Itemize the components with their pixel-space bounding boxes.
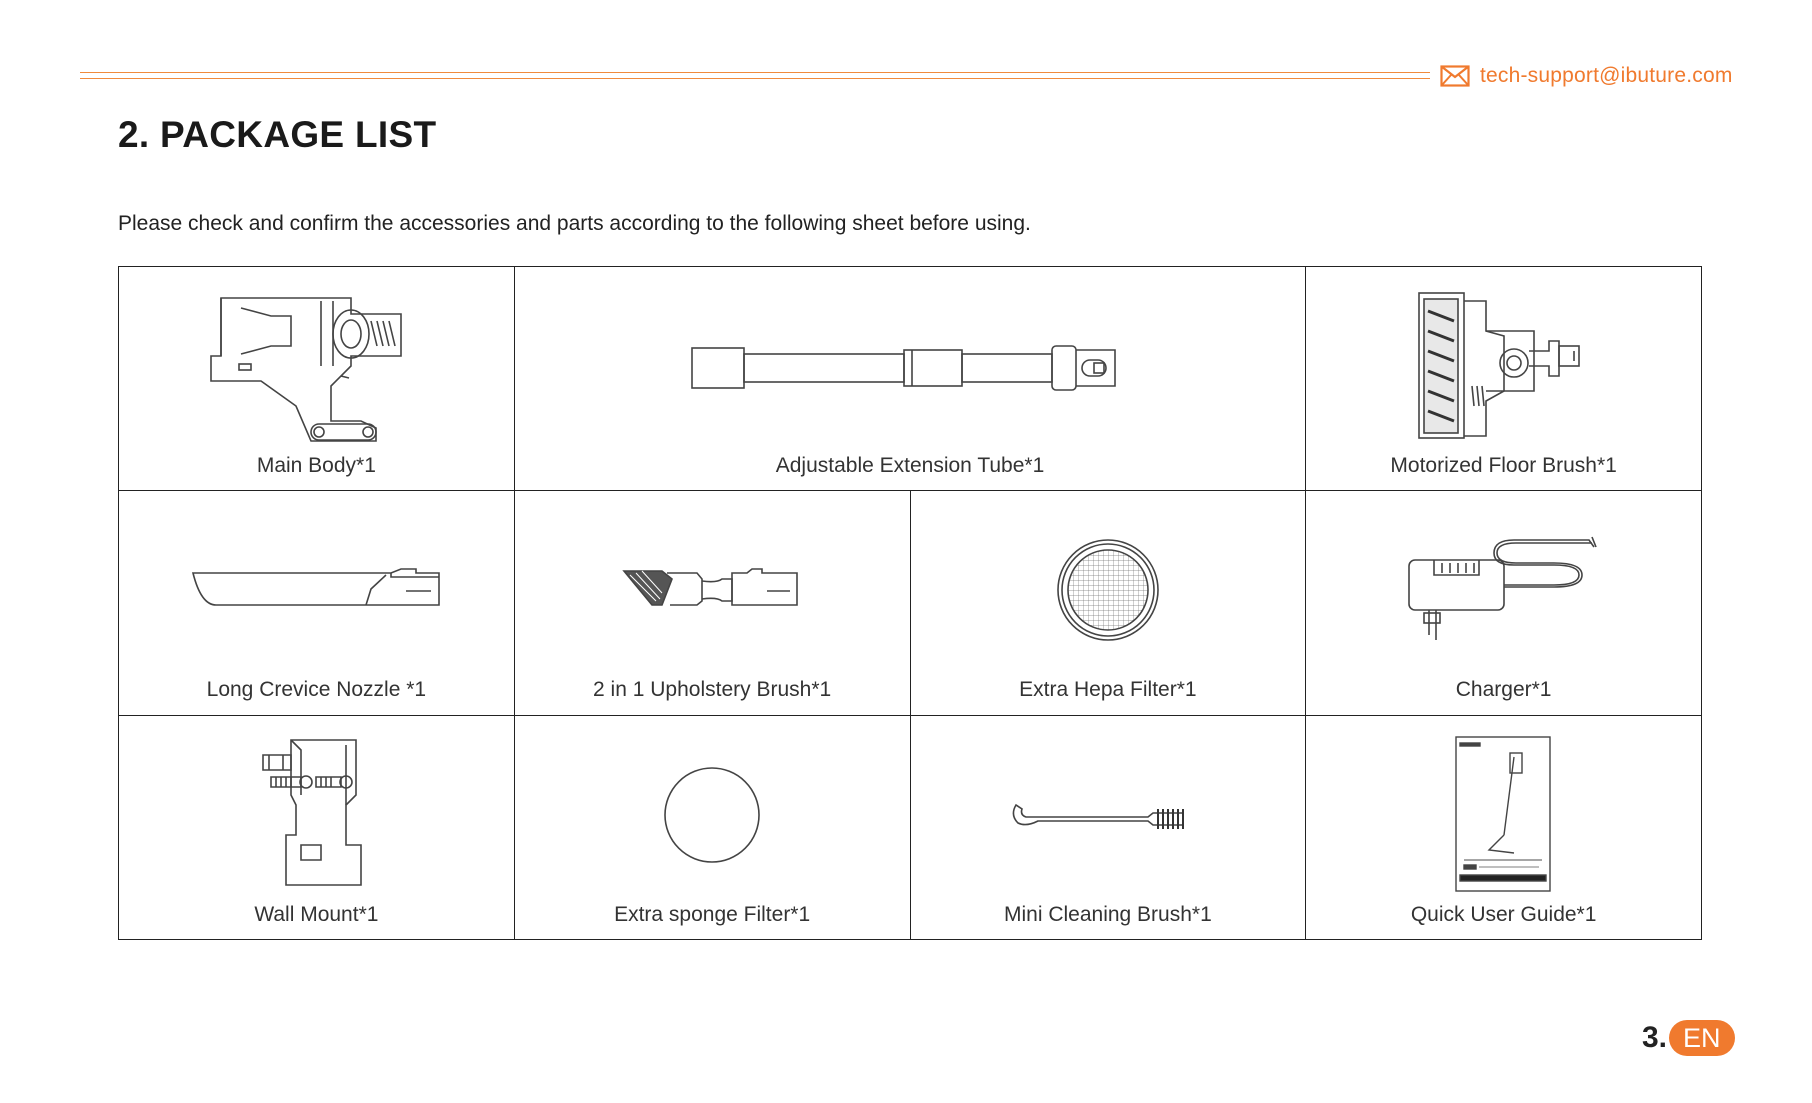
header-rule xyxy=(80,72,1430,80)
crevice-nozzle-icon xyxy=(191,565,441,615)
floor-brush-icon xyxy=(1414,291,1594,441)
table-row xyxy=(119,491,1702,715)
charger-icon xyxy=(1404,535,1604,645)
item-label: 2 in 1 Upholstery Brush*1 xyxy=(593,678,832,702)
table-row xyxy=(119,267,1702,491)
package-item-sponge-filter xyxy=(514,715,910,939)
page-number: 3. xyxy=(1642,1021,1668,1054)
vacuum-main-body-icon xyxy=(201,286,431,446)
intro-text: Please check and confirm the accessories and parts according to the following sheet before using. xyxy=(118,212,1031,235)
package-item-user-guide xyxy=(1306,715,1702,939)
package-item-floor-brush xyxy=(1306,267,1702,491)
package-item-main-body xyxy=(119,267,515,491)
wall-mount-icon xyxy=(261,735,371,895)
package-item-extension-tube xyxy=(514,267,1306,491)
cleaning-brush-icon xyxy=(1008,795,1208,835)
upholstery-brush-icon xyxy=(622,565,802,615)
package-item-upholstery-brush xyxy=(514,491,910,715)
support-email[interactable]: tech-support@ibuture.com xyxy=(1480,64,1733,87)
item-label: Long Crevice Nozzle *1 xyxy=(206,678,427,702)
item-label: Extra Hepa Filter*1 xyxy=(1019,678,1197,702)
package-item-crevice-nozzle xyxy=(119,491,515,715)
item-label: Adjustable Extension Tube*1 xyxy=(775,454,1045,477)
package-item-hepa-filter xyxy=(910,491,1306,715)
table-row xyxy=(119,715,1702,939)
user-guide-icon xyxy=(1454,735,1554,895)
item-label: Main Body*1 xyxy=(256,454,376,477)
language-badge: EN xyxy=(1669,1020,1735,1056)
page-number-block xyxy=(1642,1020,1735,1056)
support-contact[interactable] xyxy=(1440,62,1733,90)
hepa-filter-icon xyxy=(1053,535,1163,645)
item-label: Charger*1 xyxy=(1455,678,1552,702)
section-title: 2. PACKAGE LIST xyxy=(118,114,437,155)
mail-icon xyxy=(1440,65,1470,87)
item-label: Mini Cleaning Brush*1 xyxy=(1003,902,1212,926)
extension-tube-icon xyxy=(690,336,1130,396)
item-label: Quick User Guide*1 xyxy=(1410,902,1597,926)
package-table xyxy=(118,266,1702,940)
sponge-filter-icon xyxy=(662,765,762,865)
package-item-cleaning-brush xyxy=(910,715,1306,939)
item-label: Wall Mount*1 xyxy=(254,902,379,926)
item-label: Extra sponge Filter*1 xyxy=(614,902,811,926)
package-item-wall-mount xyxy=(119,715,515,939)
item-label: Motorized Floor Brush*1 xyxy=(1390,454,1617,477)
package-item-charger xyxy=(1306,491,1702,715)
